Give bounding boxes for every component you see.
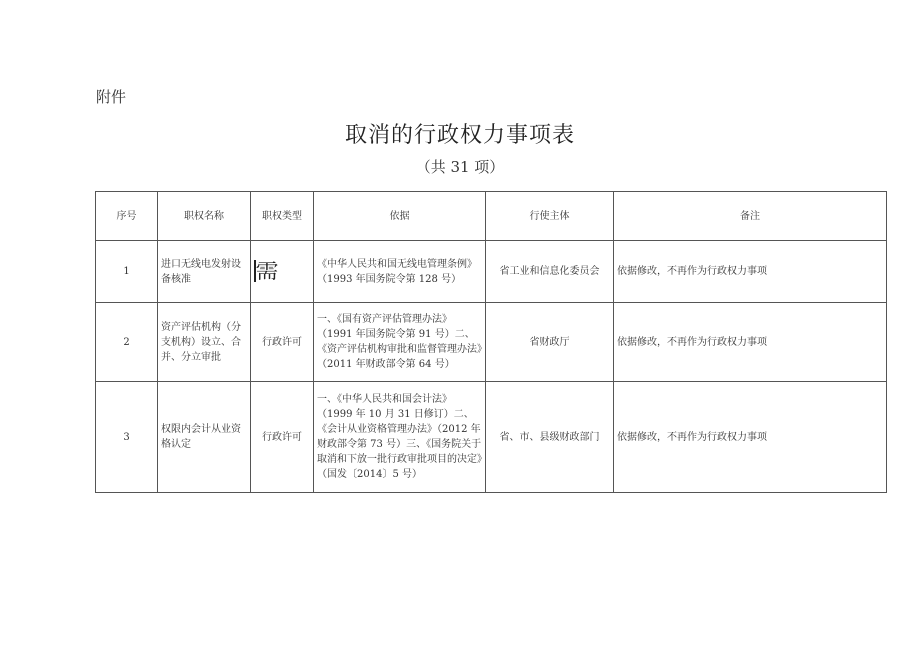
cell-authority: 省工业和信息化委员会 — [486, 241, 614, 303]
page-title: 取消的行政权力事项表 — [344, 123, 575, 148]
cell-no: 3 — [96, 382, 158, 493]
cell-name: 权限内会计从业资格认定 — [158, 382, 251, 493]
cell-note: 依据修改，不再作为行政权力事项 — [614, 303, 887, 382]
cell-type: 行政许可 — [251, 382, 314, 493]
table-row — [96, 303, 887, 382]
header-authority: 行使主体 — [486, 192, 614, 241]
cell-note: 依据修改，不再作为行政权力事项 — [614, 382, 887, 493]
cell-note: 依据修改，不再作为行政权力事项 — [614, 241, 887, 303]
type-glyph — [254, 259, 277, 283]
header-note: 备注 — [614, 192, 887, 241]
type-glyph-text: 需 — [255, 259, 279, 283]
cell-basis: 一、《中华人民共和国会计法》（1999 年 10 月 31 日修订）二、《会计从业资格管理办法》（2012 年财政部令第 73 号）三、《国务院关于取消和下放一批行政审批项目的决定》（国发〔2014〕5 号） — [314, 382, 486, 493]
header-no: 序号 — [96, 192, 158, 241]
power-items-table — [95, 191, 887, 493]
cell-basis: 一、《国有资产评估管理办法》（1991 年国务院令第 91 号）二、《资产评估机构审批和监督管理办法》（2011 年财政部令第 64 号） — [314, 303, 486, 382]
attachment-label: 附件 — [96, 88, 127, 106]
header-basis: 依据 — [314, 192, 486, 241]
header-name: 职权名称 — [158, 192, 251, 241]
table-header-row — [96, 192, 887, 241]
cell-basis: 《中华人民共和国无线电管理条例》（1993 年国务院令第 128 号） — [314, 241, 486, 303]
cell-name: 进口无线电发射设备核准 — [158, 241, 251, 303]
cell-no: 1 — [96, 241, 158, 303]
table-row — [96, 241, 887, 303]
cell-authority: 省、市、县级财政部门 — [486, 382, 614, 493]
cell-no: 2 — [96, 303, 158, 382]
cell-type: 行政许可 — [251, 303, 314, 382]
page-subtitle: （共 31 项） — [415, 158, 505, 176]
cell-type — [251, 241, 314, 303]
table-row — [96, 382, 887, 493]
cell-authority: 省财政厅 — [486, 303, 614, 382]
header-type: 职权类型 — [251, 192, 314, 241]
cell-name: 资产评估机构（分支机构）设立、合并、分立审批 — [158, 303, 251, 382]
